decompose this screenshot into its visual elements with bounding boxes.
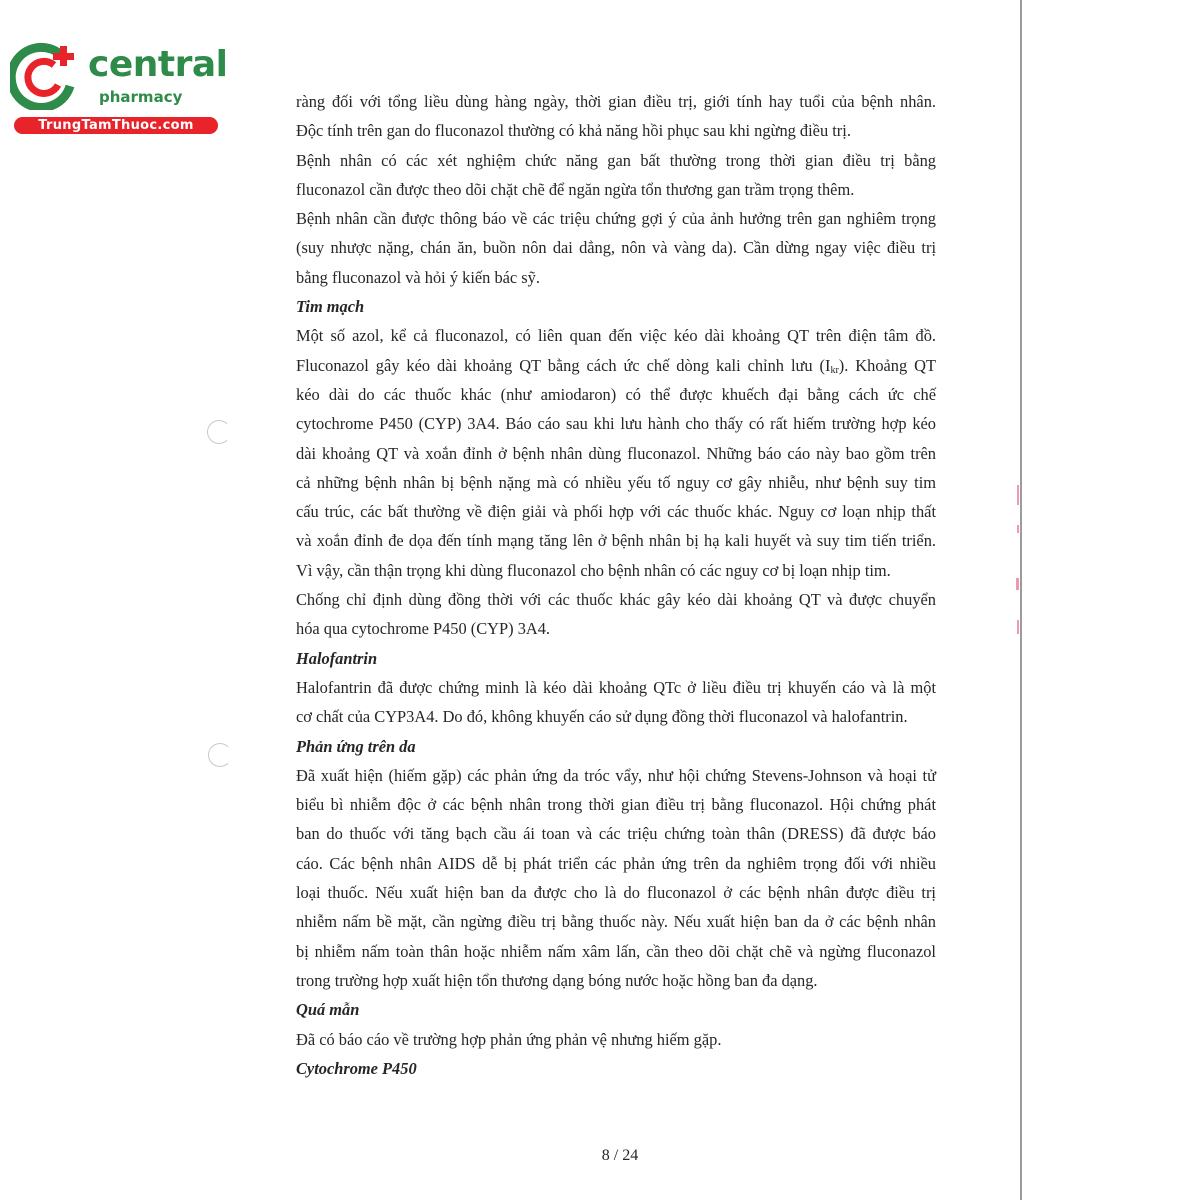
paragraph-line: Chống chỉ định dùng đồng thời với các thuốc khác gây kéo dài khoảng QT và được chuyển — [296, 590, 936, 610]
section-heading: Tim mạch — [296, 297, 365, 317]
paragraph-line: cấu trúc, các bất thường về điện giải và phối hợp với các thuốc khác. Nguy cơ loạn nhịp thất — [296, 502, 936, 522]
paragraph-line: biểu bì nhiễm độc ở các bệnh nhân trong thời gian điều trị bằng fluconazol. Hội chứng phát — [296, 795, 936, 815]
paragraph-line: cơ chất của CYP3A4. Do đó, không khuyến cáo sử dụng đồng thời fluconazol và halofantrin. — [296, 707, 908, 727]
section-heading: Phản ứng trên da — [296, 736, 416, 756]
paragraph-line: trong trường hợp xuất hiện tổn thương dạng bóng nước hoặc hồng ban đa dạng. — [296, 970, 818, 990]
paragraph-line: cytochrome P450 (CYP) 3A4. Báo cáo sau khi lưu hành cho thấy có rất hiếm trường hợp kéo — [296, 414, 936, 434]
document-body — [296, 87, 936, 1083]
logo-subtitle: pharmacy — [99, 88, 183, 106]
pharmacy-cross-logo-icon — [10, 38, 90, 110]
central-pharmacy-logo — [10, 38, 228, 138]
paragraph-line: bị nhiễm nấm toàn thân hoặc nhiễm nấm xâm lấn, cần theo dõi chặt chẽ và ngừng fluconazol — [296, 941, 936, 961]
paragraph-line: Bệnh nhân có các xét nghiệm chức năng gan bất thường trong thời gian điều trị bằng — [296, 150, 936, 170]
paragraph-line: dài khoảng QT và xoắn đỉnh ở bệnh nhân dùng fluconazol. Những báo cáo này bao gồm trên — [296, 443, 936, 463]
paragraph-line: (suy nhược nặng, chán ăn, buồn nôn dai dẳng, nôn và vàng da). Cần dừng ngay việc điều trị — [296, 238, 936, 258]
text-segment: Fluconazol gây kéo dài khoảng QT bằng cách ức chế dòng kali chỉnh lưu (I — [296, 355, 831, 375]
punch-hole-icon — [207, 420, 231, 444]
paragraph-line: nhiễm nấm bề mặt, cần ngừng điều trị bằng thuốc này. Nếu xuất hiện ban da ở các bệnh nhân — [296, 912, 936, 932]
logo-brand-name: central — [88, 44, 228, 85]
paragraph-line: ràng đối với tổng liều dùng hàng ngày, thời gian điều trị, giới tính hay tuổi của bệnh nhân. — [296, 92, 936, 111]
paragraph-line: và xoắn đỉnh đe dọa đến tính mạng tăng lên ở bệnh nhân bị hạ kali huyết và suy tim tiến triển. — [296, 531, 936, 551]
paragraph-line: bằng fluconazol và hỏi ý kiến bác sỹ. — [296, 267, 540, 287]
paragraph-line: Độc tính trên gan do fluconazol thường có khả năng hồi phục sau khi ngừng điều trị. — [296, 121, 851, 141]
paragraph-line: Bệnh nhân cần được thông báo về các triệu chứng gợi ý của ảnh hưởng trên gan nghiêm trọng — [296, 209, 936, 229]
seal-mark — [1017, 620, 1019, 634]
paragraph-line: Halofantrin đã được chứng minh là kéo dài khoảng QTc ở liều điều trị khuyến cáo và là một — [296, 677, 936, 697]
paragraph-line: cả những bệnh nhân bị bệnh nặng mà có nhiều yếu tố nguy cơ gây nhiễu, như bệnh suy tim — [296, 472, 936, 492]
logo-site-banner: TrungTamThuoc.com — [14, 117, 218, 134]
paragraph-line: loại thuốc. Nếu xuất hiện ban da được cho là do fluconazol ở các bệnh nhân được điều trị — [296, 883, 936, 903]
page-number: 8 / 24 — [601, 1147, 639, 1164]
paragraph-line — [296, 351, 936, 380]
paragraph-line: Vì vậy, cần thận trọng khi dùng fluconazol cho bệnh nhân có các nguy cơ bị loạn nhịp tim. — [296, 560, 891, 580]
paragraph-line: Đã xuất hiện (hiếm gặp) các phản ứng da tróc vẩy, như hội chứng Stevens-Johnson và hoại tử — [296, 765, 936, 785]
page-edge-divider — [1020, 0, 1022, 1200]
text-segment: ). Khoảng QT — [838, 355, 937, 375]
punch-hole-icon — [208, 743, 232, 767]
paragraph-line: cáo. Các bệnh nhân AIDS dễ bị phát triển các phản ứng trên da nghiêm trọng đối với nhiều — [296, 853, 936, 873]
paragraph-line: Đã có báo cáo về trường hợp phản ứng phản vệ nhưng hiếm gặp. — [296, 1029, 722, 1049]
seal-mark — [1016, 578, 1019, 590]
section-heading: Quá mẫn — [296, 1000, 360, 1020]
seal-mark — [1017, 485, 1019, 505]
paragraph-line: hóa qua cytochrome P450 (CYP) 3A4. — [296, 619, 551, 639]
paragraph-line: Một số azol, kể cả fluconazol, có liên quan đến việc kéo dài khoảng QT trên điện tâm đồ. — [296, 326, 936, 346]
paragraph-line: fluconazol cần được theo dõi chặt chẽ để ngăn ngừa tổn thương gan trầm trọng thêm. — [296, 179, 855, 199]
section-heading: Cytochrome P450 — [296, 1058, 417, 1078]
seal-mark — [1017, 525, 1019, 533]
paragraph-line: ban do thuốc với tăng bạch cầu ái toan và các triệu chứng toàn thân (DRESS) đã được báo — [296, 824, 936, 844]
subscript-kr: kr — [830, 364, 839, 376]
section-heading: Halofantrin — [296, 648, 378, 668]
paragraph-line: kéo dài do các thuốc khác (như amiodaron) có thể được khuếch đại bằng cách ức chế — [296, 384, 936, 404]
